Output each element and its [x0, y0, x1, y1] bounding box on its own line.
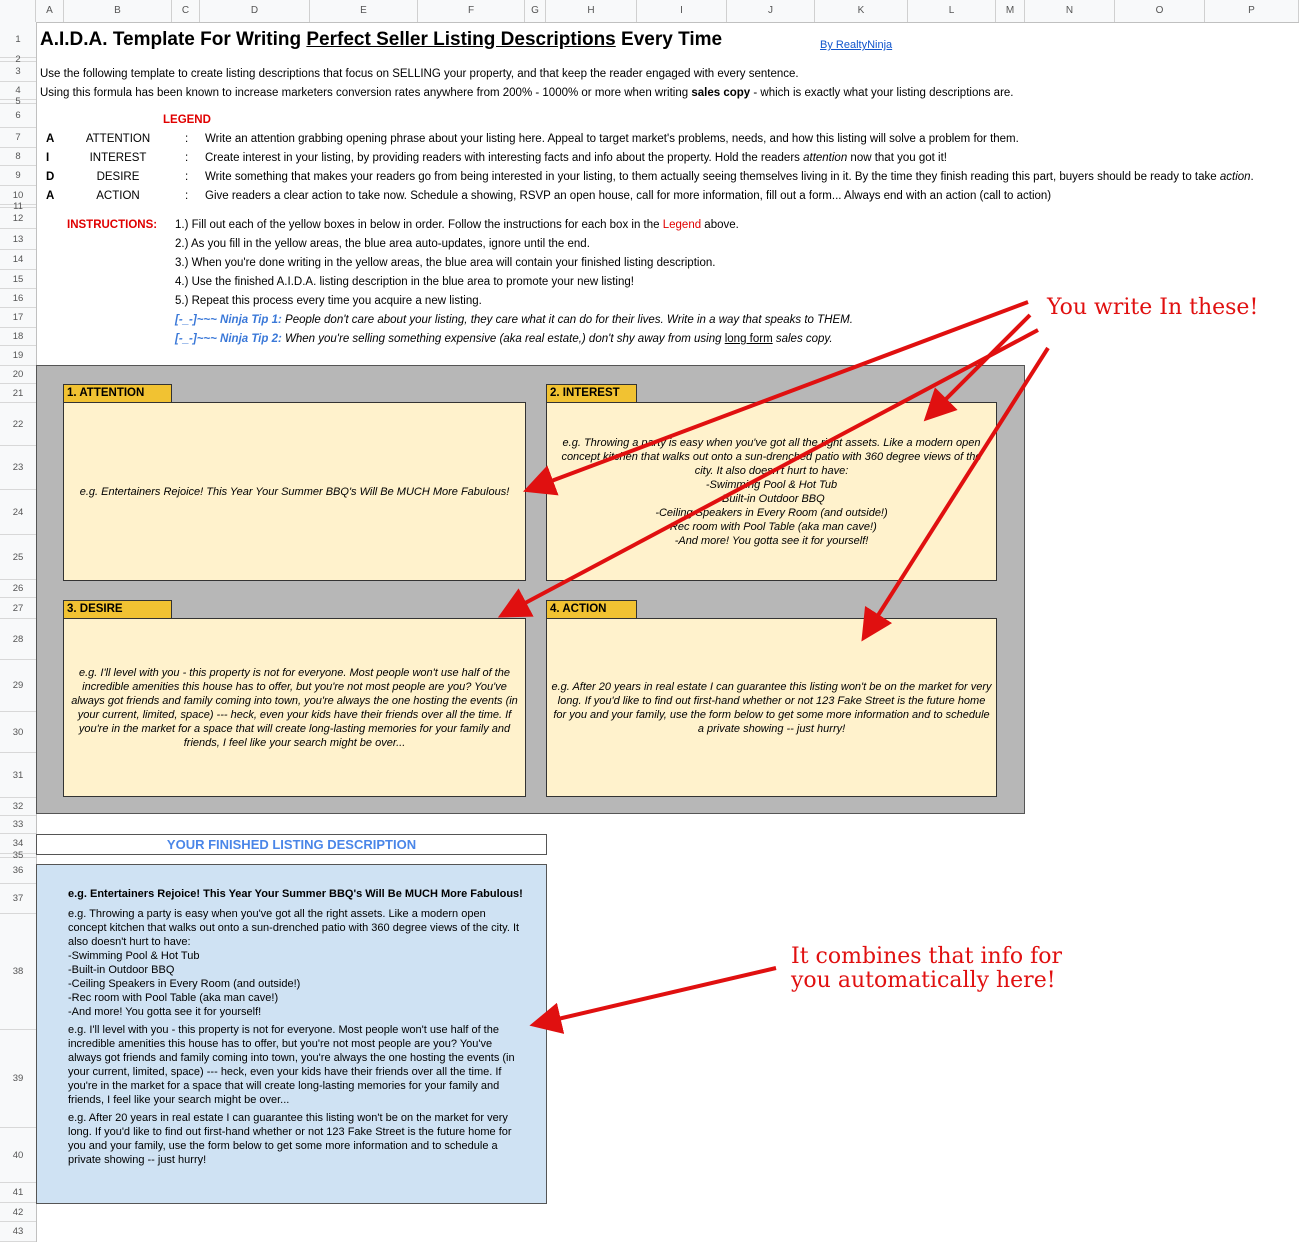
row-header-27[interactable]: 27 — [0, 598, 36, 619]
ninja-tip-1-label: [-_-]~~~ Ninja Tip 1: — [175, 314, 282, 326]
finished-headline: e.g. Entertainers Rejoice! This Year Your Summer BBQ's Will Be MUCH More Fabulous! — [68, 888, 523, 900]
row-header-29[interactable]: 29 — [0, 660, 36, 712]
legend-desc-post: now that you got it! — [847, 152, 947, 164]
row-header-38[interactable]: 38 — [0, 914, 36, 1030]
desire-text: e.g. I'll level with you - this property is not for everyone. Most people won't use half of the incredible amenities this house has to offer, but you're not most people are you? You've always got friends and family coming into town, you're always the one hosting the events (in your current, limited, space) --- heck, even your kids have their friends over all the time. If you're in the market for a space that will create long-lasting memories for your family and friends, I feel like your search might be over... — [71, 666, 518, 749]
column-header-k[interactable]: K — [815, 0, 908, 22]
legend-desc-emphasis: action — [1219, 171, 1251, 183]
finished-paragraph-interest: e.g. Throwing a party is easy when you've got all the right assets. Like a modern open concept kitchen that walks out onto a sun-drenched patio with 360 degree views of the city. It also doesn't hurt to have: -Swimming Pool & Hot Tub -Built-in Outdoor BBQ -Ceiling Speakers in Every Room (and outside!) -Rec room with Pool Table (aka man cave!) -And more! You gotta see it for yourself! — [68, 908, 520, 1018]
column-header-g[interactable]: G — [525, 0, 546, 22]
row-header-6[interactable]: 6 — [0, 104, 36, 128]
attention-text: e.g. Entertainers Rejoice! This Year Your Summer BBQ's Will Be MUCH More Fabulous! — [79, 485, 510, 498]
column-header-e[interactable]: E — [310, 0, 418, 22]
column-header-n[interactable]: N — [1025, 0, 1115, 22]
ninja-tip-2-post: sales copy. — [772, 333, 833, 345]
row-header-20[interactable]: 20 — [0, 366, 36, 384]
column-header-c[interactable]: C — [172, 0, 200, 22]
legend-colon: : — [185, 190, 189, 202]
row-header-43[interactable]: 43 — [0, 1222, 36, 1242]
column-header-o[interactable]: O — [1115, 0, 1205, 22]
legend-desc-text: Create interest in your listing, by providing readers with interesting facts and info about the property. Hold the readers — [205, 152, 804, 164]
row-header-24[interactable]: 24 — [0, 490, 36, 535]
row-header-2[interactable]: 2 — [0, 58, 36, 62]
row-header-9[interactable]: 9 — [0, 166, 36, 186]
row-header-22[interactable]: 22 — [0, 403, 36, 446]
legend-colon: : — [185, 152, 189, 164]
arrow-to-finished-icon — [545, 968, 776, 1022]
legend-desc-text: Write something that makes your readers go from being interested in your listing, to them actually seeing themselves living in it. By the time they finish reading this part, buyers should be ready to take — [205, 171, 1220, 183]
annotation-combines — [791, 945, 1062, 993]
intro-line-2-pre: Using this formula has been known to increase marketers conversion rates anywhere from 200% - 1000% or more when writing — [40, 87, 692, 99]
column-header-i[interactable]: I — [637, 0, 727, 22]
row-header-7[interactable]: 7 — [0, 128, 36, 148]
legend-colon: : — [185, 171, 189, 183]
row-header-12[interactable]: 12 — [0, 208, 36, 229]
column-header-j[interactable]: J — [727, 0, 815, 22]
instruction-step-3[interactable]: 3.) When you're done writing in the yellow areas, the blue area will contain your finished listing description. — [175, 257, 716, 269]
annotation-you-write: You write In these! — [1047, 295, 1259, 320]
legend-word[interactable]: ACTION — [96, 190, 140, 202]
column-header-p[interactable]: P — [1205, 0, 1299, 22]
row-header-28[interactable]: 28 — [0, 619, 36, 660]
interest-text: e.g. Throwing a party is easy when you've got all the right assets. Like a modern open concept kitchen that walks out onto a sun-drenched patio with 360 degree views of the city. It also doesn't hurt to have: -Swimming Pool & Hot Tub -Built-in Outdoor BBQ -Ceiling Speakers in Every Room (and outside!) -Rec room with Pool Table (aka man cave!) -And more! You gotta see it for yourself! — [561, 436, 982, 547]
row-header-8[interactable]: 8 — [0, 148, 36, 166]
row-header-35[interactable]: 35 — [0, 854, 36, 858]
row-header-37[interactable]: 37 — [0, 884, 36, 914]
finished-header[interactable]: YOUR FINISHED LISTING DESCRIPTION — [36, 834, 547, 855]
finished-paragraph-action: e.g. After 20 years in real estate I can guarantee this listing won't be on the market for very long. If you'd like to find out first-hand whether or not 123 Fake Street is the future home for you and your family, use the form below to get some more information and to schedule a private showing -- just hurry! — [68, 1112, 512, 1166]
column-header-d[interactable]: D — [200, 0, 310, 22]
column-header-a[interactable]: A — [36, 0, 64, 22]
step1-post: above. — [701, 219, 739, 231]
arrow-to-attention-icon — [538, 302, 1028, 486]
ninja-tip-1-text: People don't care about your listing, they care what it can do for their lives. Write in a way that speaks to THEM. — [281, 314, 853, 326]
row-header-26[interactable]: 26 — [0, 580, 36, 598]
row-header-19[interactable]: 19 — [0, 346, 36, 366]
row-header-23[interactable]: 23 — [0, 446, 36, 490]
instruction-step-4[interactable]: 4.) Use the finished A.I.D.A. listing description in the blue area to promote your new listing! — [175, 276, 634, 288]
instruction-step-5[interactable]: 5.) Repeat this process every time you acquire a new listing. — [175, 295, 482, 307]
row-header-39[interactable]: 39 — [0, 1030, 36, 1128]
legend-desc-text: Give readers a clear action to take now. Schedule a showing, RSVP an open house, call for more information, fill out a form... Always end with an action (call to action) — [205, 190, 1052, 202]
row-header-4[interactable]: 4 — [0, 82, 36, 100]
intro-line-2-bold: sales copy — [691, 87, 751, 99]
row-header-13[interactable]: 13 — [0, 229, 36, 250]
row-header-33[interactable]: 33 — [0, 816, 36, 834]
attention-tab: 1. ATTENTION — [63, 384, 172, 403]
column-header-h[interactable]: H — [546, 0, 637, 22]
row-header-41[interactable]: 41 — [0, 1183, 36, 1203]
action-tab: 4. ACTION — [546, 600, 637, 619]
legend-word[interactable]: DESIRE — [96, 171, 140, 183]
row-header-32[interactable]: 32 — [0, 798, 36, 816]
ninja-tip-2-underlined: long form — [724, 333, 773, 345]
arrow-to-desire-icon — [512, 330, 1038, 610]
instructions-label[interactable]: INSTRUCTIONS: — [67, 219, 158, 231]
row-header-42[interactable]: 42 — [0, 1203, 36, 1222]
row-header-3[interactable]: 3 — [0, 62, 36, 82]
legend-desc-post: . — [1250, 171, 1254, 183]
ninja-tip-2-pre: When you're selling something expensive (aka real estate,) don't shy away from using — [281, 333, 725, 345]
legend-title[interactable]: LEGEND — [163, 114, 211, 126]
row-header-1[interactable]: 1 — [0, 22, 36, 58]
row-header-36[interactable]: 36 — [0, 858, 36, 884]
legend-letter[interactable]: A — [46, 133, 55, 145]
row-header-16[interactable]: 16 — [0, 289, 36, 308]
byline-link[interactable]: By RealtyNinja — [820, 39, 893, 51]
intro-line-2-post: - which is exactly what your listing descriptions are. — [750, 87, 1014, 99]
legend-desc-text: Write an attention grabbing opening phrase about your listing here. Appeal to target market's problems, needs, and how this listing will solve a problem for them. — [205, 133, 1019, 145]
legend-letter[interactable]: A — [46, 190, 55, 202]
legend-letter[interactable]: I — [46, 152, 50, 164]
finished-paragraph-desire: e.g. I'll level with you - this property is not for everyone. Most people won't use half of the incredible amenities this house has to offer, but you're not most people are you? You've always got friends and family coming into town, you're always the one hosting the events (in your current, limited, space) --- heck, even your kids have their friends over all the time. If you're in the market for a space that will create long-lasting memories for your family and friends, I feel like your search might be over... — [68, 1024, 515, 1106]
desire-tab: 3. DESIRE — [63, 600, 172, 619]
row-header-14[interactable]: 14 — [0, 250, 36, 270]
row-header-25[interactable]: 25 — [0, 535, 36, 580]
interest-tab: 2. INTEREST — [546, 384, 637, 403]
arrow-to-action-icon — [870, 348, 1048, 628]
row-header-40[interactable]: 40 — [0, 1128, 36, 1183]
row-header-31[interactable]: 31 — [0, 753, 36, 798]
legend-desc-emphasis: attention — [803, 152, 848, 164]
legend-letter[interactable]: D — [46, 171, 55, 183]
row-header-11[interactable]: 11 — [0, 205, 36, 208]
row-header-15[interactable]: 15 — [0, 270, 36, 289]
row-header-30[interactable]: 30 — [0, 712, 36, 753]
annotation-combines-line-2: you automatically here! — [791, 968, 1056, 993]
column-header-f[interactable]: F — [418, 0, 525, 22]
row-header-10[interactable]: 10 — [0, 186, 36, 205]
intro-line-1[interactable]: Use the following template to create listing descriptions that focus on SELLING your property, and that keep the reader engaged with every sentence. — [40, 68, 799, 80]
row-header-17[interactable]: 17 — [0, 308, 36, 328]
legend-colon: : — [185, 133, 189, 145]
title-text-pre: A.I.D.A. Template For Writing — [40, 29, 307, 50]
action-text: e.g. After 20 years in real estate I can guarantee this listing won't be on the market for very long. If you'd like to find out first-hand whether or not 123 Fake Street is the future home for you and your family, use the form below to get some more information and to schedule a private showing -- just hurry! — [551, 680, 992, 735]
legend-word[interactable]: ATTENTION — [85, 133, 151, 145]
row-header-18[interactable]: 18 — [0, 328, 36, 346]
instruction-step-2[interactable]: 2.) As you fill in the yellow areas, the blue area auto-updates, ignore until the end. — [175, 238, 590, 250]
row-header-34[interactable]: 34 — [0, 834, 36, 854]
column-header-l[interactable]: L — [908, 0, 996, 22]
column-header-b[interactable]: B — [64, 0, 172, 22]
column-header-m[interactable]: M — [996, 0, 1025, 22]
legend-word[interactable]: INTEREST — [89, 152, 147, 164]
row-header-21[interactable]: 21 — [0, 384, 36, 403]
step1-pre: 1.) Fill out each of the yellow boxes in below in order. Follow the instructions for each box in the — [175, 219, 663, 231]
title-text-underlined: Perfect Seller Listing Descriptions — [306, 29, 616, 50]
ninja-tip-2-label: [-_-]~~~ Ninja Tip 2: — [175, 333, 282, 345]
annotation-combines-line-1: It combines that info for — [791, 944, 1062, 969]
row-header-5[interactable]: 5 — [0, 100, 36, 104]
step1-legend: Legend — [662, 219, 702, 231]
title-text-post: Every Time — [615, 29, 723, 50]
